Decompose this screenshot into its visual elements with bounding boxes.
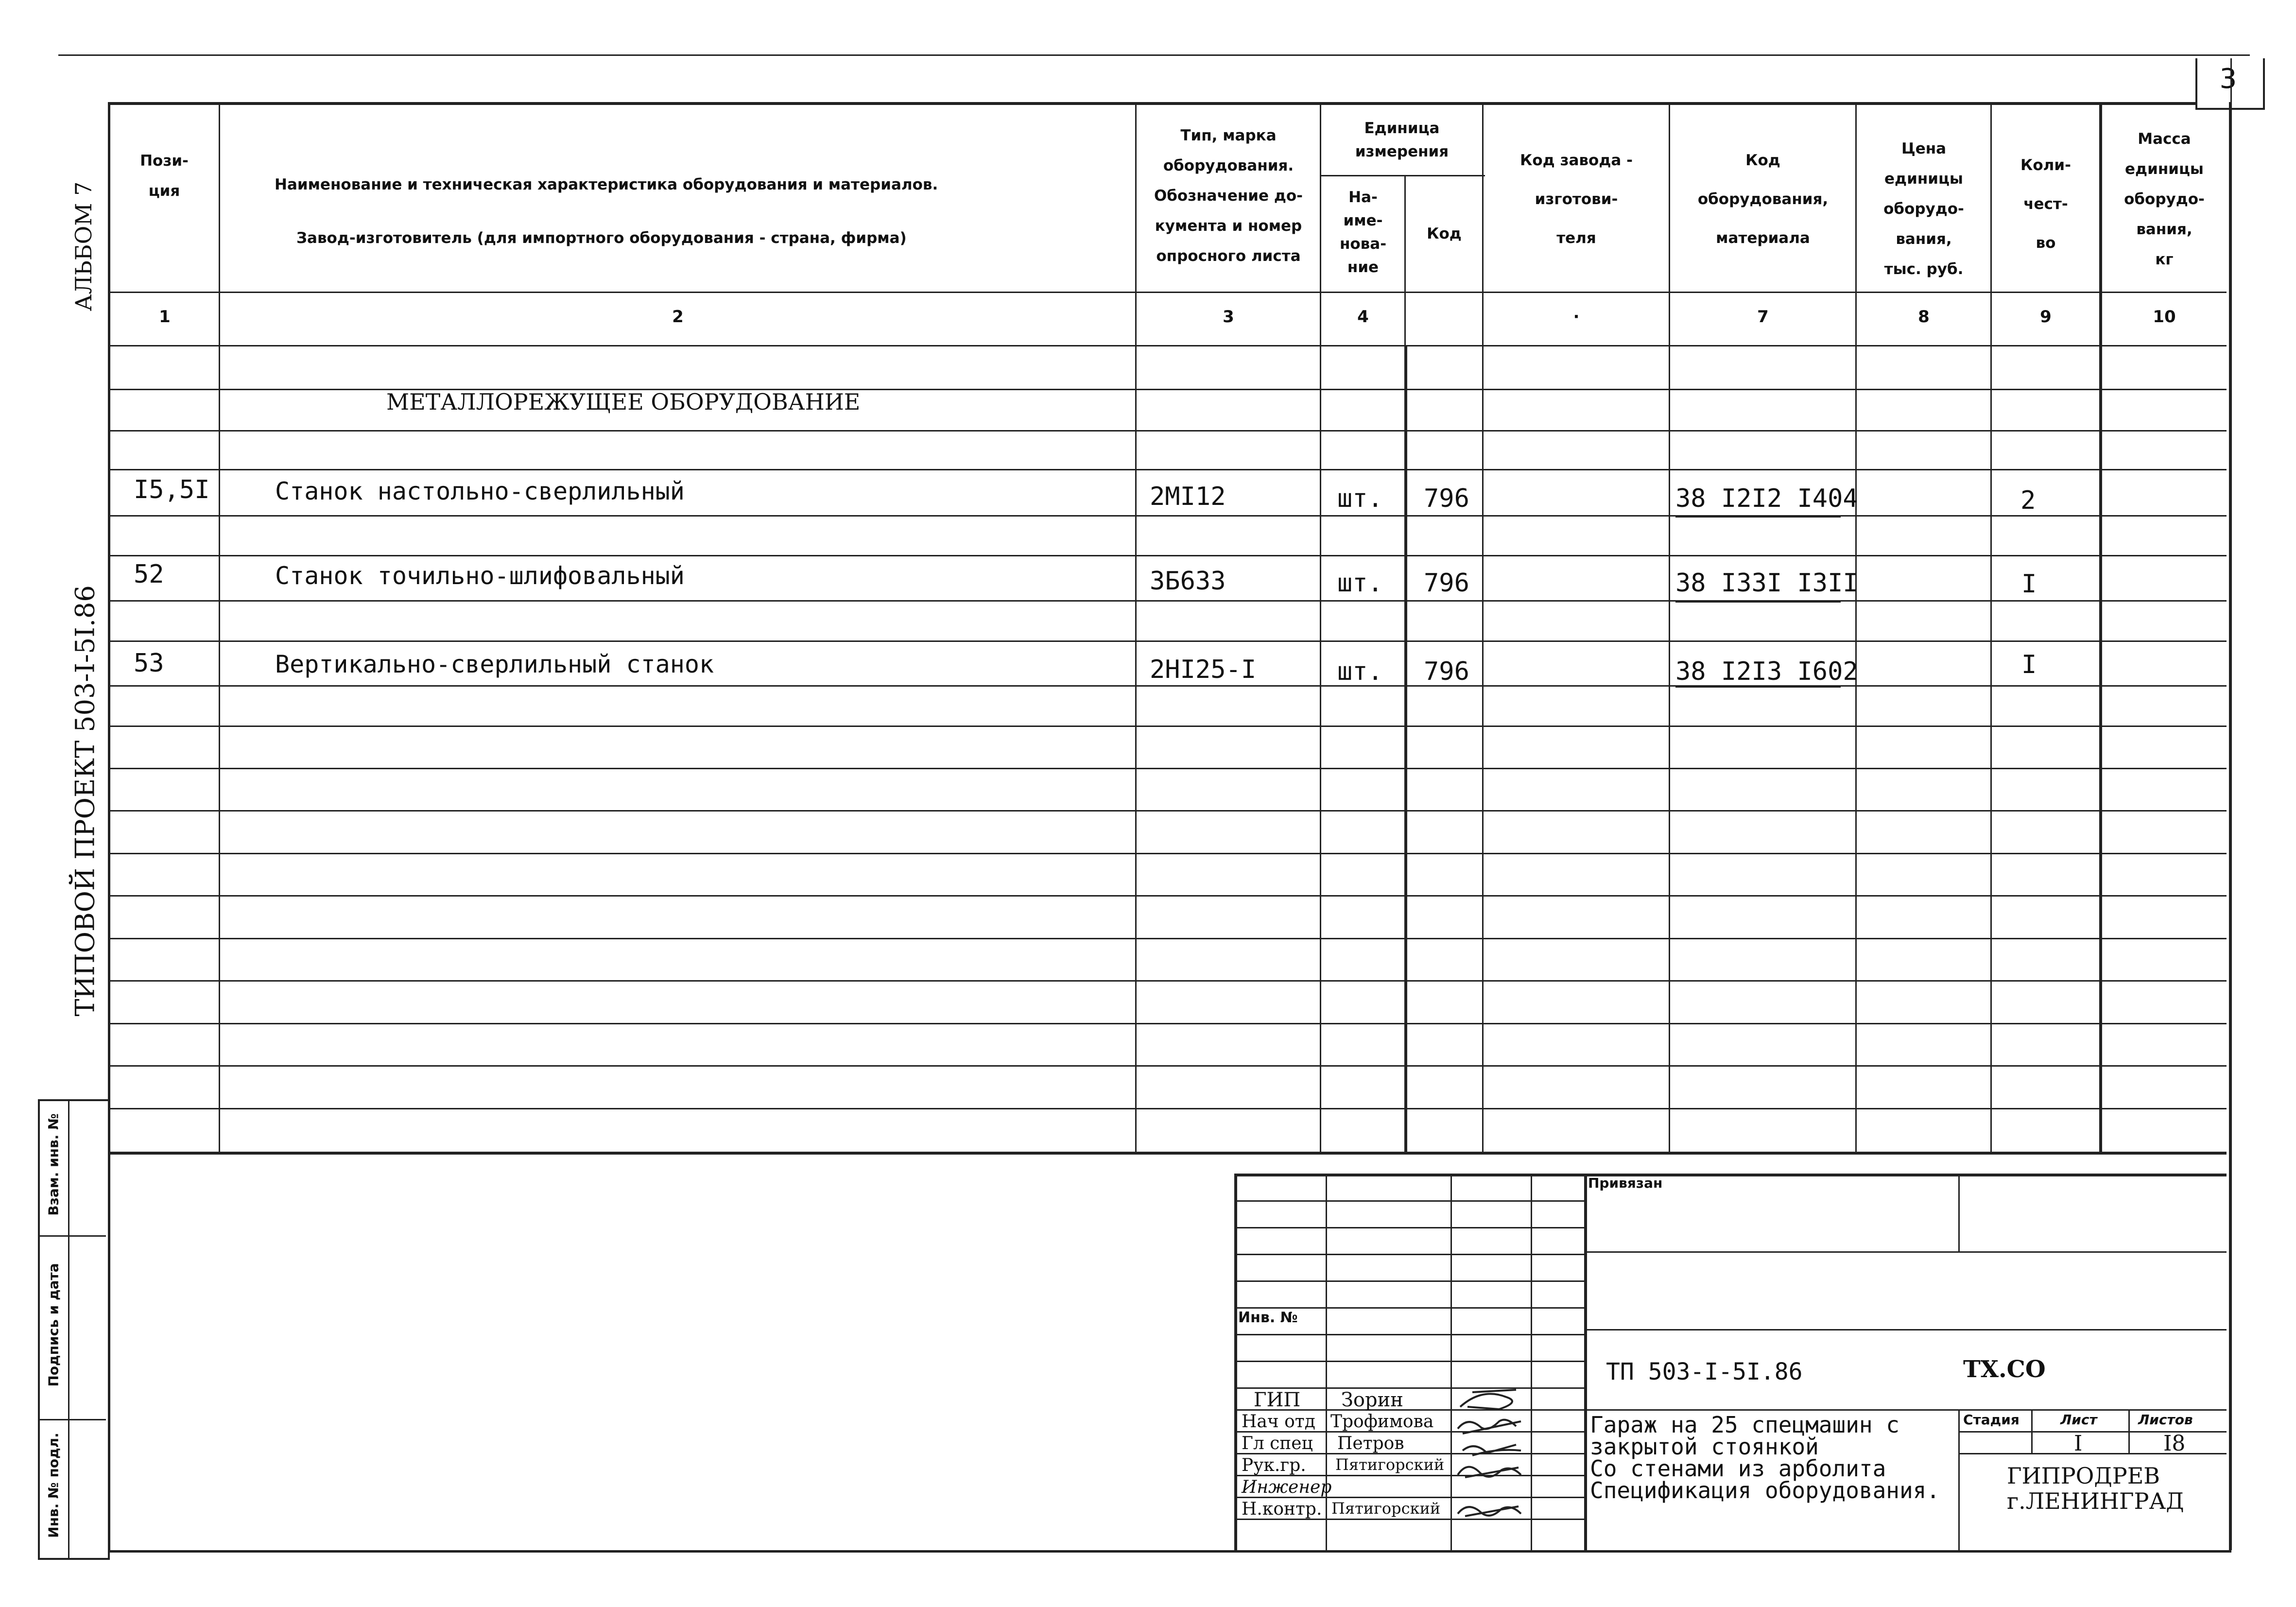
- row-line: [108, 515, 2227, 517]
- column-number: 2: [672, 307, 684, 327]
- row-3-name: Вертикально-сверлильный станок: [275, 650, 714, 678]
- signature-scribbles: [1453, 1387, 1531, 1523]
- sig-role: Рук.гр.: [1242, 1455, 1306, 1475]
- column-number: 3: [1223, 307, 1234, 327]
- col-line: [1990, 102, 1992, 1152]
- header-mass: Масса единицы оборудо- вания, кг: [2124, 130, 2205, 268]
- frame-right-double: [2230, 58, 2232, 1550]
- column-number: ·: [1573, 307, 1580, 327]
- tb-row: [1234, 1334, 1584, 1335]
- document-mark: ТХ.СО: [1963, 1356, 2046, 1383]
- tb-row: [1958, 1453, 2227, 1454]
- row-line: [108, 768, 2227, 769]
- sig-role: Н.контр.: [1242, 1499, 1322, 1519]
- sig-role: Гл спец: [1242, 1434, 1313, 1453]
- top-border-line: [58, 54, 2250, 56]
- row-1-position: I5,5I: [134, 475, 210, 504]
- code-underline: [1675, 686, 1841, 688]
- row-line: [108, 938, 2227, 939]
- header-equipment-code: Код оборудования, материала: [1697, 152, 1829, 247]
- row-2-equipment-code: 38 I33I I3II: [1675, 569, 1858, 598]
- row-3-quantity: I: [2021, 650, 2037, 679]
- tb-row: [1958, 1431, 2227, 1433]
- column-number: 1: [159, 307, 171, 327]
- col-line: [1404, 175, 1406, 345]
- row-line: [108, 1108, 2227, 1109]
- row-3-unit: шт.: [1337, 657, 1383, 686]
- header-unit-name: На- име- нова- ние: [1339, 189, 1387, 276]
- description-line-1: Гараж на 25 спецмашин с: [1590, 1412, 1899, 1438]
- tb-row: [1584, 1329, 2227, 1331]
- tb-col-main: [1584, 1174, 1587, 1550]
- tb-row: [1234, 1361, 1584, 1362]
- row-line: [108, 810, 2227, 812]
- colnum-bottom-line: [108, 345, 2227, 346]
- row-line: [108, 1065, 2227, 1067]
- row-1-equipment-code: 38 I2I2 I404: [1675, 484, 1858, 513]
- sig-role: Инженер: [1242, 1477, 1332, 1497]
- header-factory-code: Код завода - изготови- теля: [1520, 152, 1633, 247]
- section-title: МЕТАЛЛОРЕЖУЩЕЕ ОБОРУДОВАНИЕ: [386, 389, 861, 415]
- col-line: [1320, 102, 1321, 1152]
- stamp-label-replaced-inv: Взам. инв. №: [45, 1113, 62, 1216]
- row-line: [108, 726, 2227, 727]
- row-line: [108, 1023, 2227, 1024]
- tb-col: [1958, 1174, 1960, 1251]
- row-3-unit-code: 796: [1424, 657, 1469, 686]
- tb-col: [1958, 1409, 1960, 1550]
- row-line: [108, 685, 2227, 687]
- row-2-name: Станок точильно-шлифовальный: [275, 562, 685, 590]
- title-block-top: [1234, 1174, 2227, 1176]
- row-3-equipment-code: 38 I2I3 I602: [1675, 657, 1858, 686]
- frame-top-line: [108, 102, 2197, 105]
- row-3-type: 2НI25-I: [1150, 655, 1257, 684]
- sheet-value: I: [2074, 1431, 2083, 1456]
- col-line: [1482, 102, 1484, 1152]
- header-type: Тип, марка оборудования. Обозначение до- кумента и номер опросного листа: [1154, 127, 1303, 265]
- row-line: [108, 980, 2227, 982]
- description-line-4: Спецификация оборудования.: [1590, 1477, 1940, 1503]
- header-unit-code: Код: [1427, 225, 1462, 242]
- row-line: [108, 600, 2227, 602]
- row-line: [108, 469, 2227, 470]
- column-number: 8: [1918, 307, 1930, 327]
- sig-name: Петров: [1337, 1434, 1404, 1453]
- header-bottom-line: [108, 292, 2227, 293]
- header-quantity: Коли- чест- во: [2020, 156, 2071, 252]
- row-1-unit: шт.: [1337, 484, 1383, 513]
- sig-name: Пятигорский: [1335, 1455, 1445, 1474]
- row-3-position: 53: [134, 649, 164, 678]
- row-1-unit-code: 796: [1424, 484, 1469, 513]
- row-2-type: 3Б633: [1150, 567, 1226, 596]
- tb-row: [1234, 1307, 1584, 1309]
- row-2-position: 52: [134, 560, 164, 589]
- column-number: 9: [2040, 307, 2052, 327]
- col-line: [1669, 102, 1670, 1152]
- organization: ГИПРОДРЕВ: [2007, 1463, 2160, 1489]
- album-label: АЛЬБОМ 7: [70, 181, 97, 311]
- sheets-value: I8: [2163, 1431, 2186, 1456]
- project-label: ТИПОВОЙ ПРОЕКТ 503-I-5I.86: [69, 585, 101, 1017]
- row-line: [108, 555, 2227, 556]
- row-1-type: 2МI12: [1150, 482, 1226, 511]
- header-name: Наименование и техническая характеристика оборудования и материалов. Завод-изготовитель (для импортного оборудования - страна, фирма): [275, 176, 938, 247]
- sig-role: ГИП: [1254, 1389, 1301, 1411]
- header-unit-group: Единица измерения: [1355, 120, 1449, 160]
- stage-label: Стадия: [1963, 1412, 2020, 1428]
- stamp-label-signature-date: Подпись и дата: [45, 1263, 62, 1387]
- row-1-quantity: 2: [2020, 486, 2036, 515]
- sheets-label: Листов: [2138, 1412, 2193, 1428]
- inv-no-label: Инв. №: [1238, 1309, 1298, 1326]
- col-line: [1855, 102, 1857, 1152]
- sig-name: Трофимова: [1330, 1412, 1434, 1432]
- col-line-unit-code: [1404, 345, 1407, 1152]
- stamp-label-original-inv: Инв. № подл.: [45, 1433, 62, 1538]
- tb-row: [1584, 1251, 2227, 1253]
- privyazan-label: Привязан: [1588, 1175, 1663, 1191]
- page-number: 3: [2219, 63, 2237, 95]
- description-line-3: Со стенами из арболита: [1590, 1455, 1886, 1482]
- sig-name: Пятигорский: [1331, 1499, 1441, 1518]
- description-line-2: закрытой стоянкой: [1590, 1434, 1819, 1460]
- row-1-name: Станок настольно-сверлильный: [275, 477, 685, 505]
- tb-row: [1234, 1227, 1584, 1228]
- code-underline: [1675, 601, 1841, 603]
- tb-row: [1584, 1409, 2227, 1411]
- code-underline: [1675, 516, 1841, 518]
- row-2-unit-code: 796: [1424, 569, 1469, 598]
- tb-row: [1234, 1254, 1584, 1255]
- header-position: Пози- ция: [140, 152, 189, 200]
- column-number: 4: [1357, 307, 1369, 327]
- table-bottom-line: [108, 1152, 2227, 1155]
- document-code: ТП 503-I-5I.86: [1606, 1358, 1803, 1385]
- left-stamp-divider: [68, 1099, 69, 1558]
- header-price: Цена единицы оборудо- вания, тыс. руб.: [1883, 140, 1964, 278]
- column-number: 10: [2153, 307, 2176, 327]
- sheet-label: Лист: [2060, 1412, 2097, 1428]
- sig-role: Нач отд: [1242, 1412, 1315, 1432]
- row-2-quantity: I: [2021, 570, 2037, 599]
- col-line: [1135, 102, 1137, 1152]
- row-line: [108, 853, 2227, 854]
- col-line: [219, 102, 220, 1152]
- row-line: [108, 430, 2227, 432]
- tb-row: [1234, 1280, 1584, 1282]
- column-number: 7: [1757, 307, 1769, 327]
- row-line: [108, 895, 2227, 897]
- organization-city: г.ЛЕНИНГРАД: [2007, 1488, 2184, 1514]
- tb-row: [1234, 1200, 1584, 1202]
- row-line: [108, 640, 2227, 642]
- unit-group-line: [1320, 175, 1485, 176]
- sig-name: Зорин: [1341, 1389, 1403, 1411]
- row-2-unit: шт.: [1337, 569, 1383, 598]
